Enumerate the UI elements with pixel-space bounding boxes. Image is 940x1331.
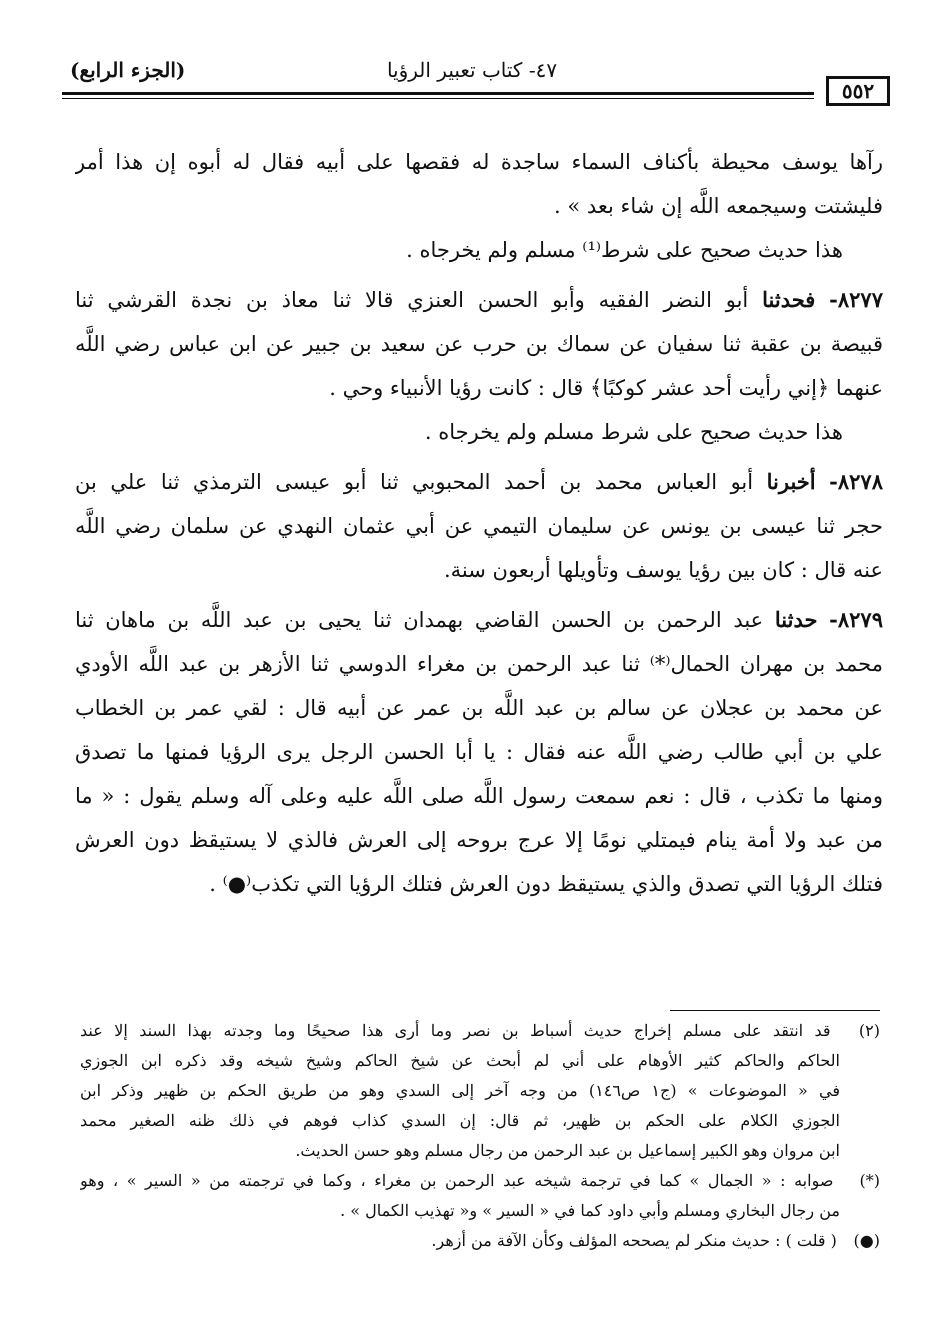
text-line: عنهما ﴿إني رأيت أحد عشر كوكبًا﴾ قال : كانت رؤيا الأنبياء وحي .	[329, 376, 883, 400]
footnote-line: من رجال البخاري ومسلم وأبي داود كما في « السير » و« تهذيب الكمال » .	[340, 1201, 840, 1220]
hadith-number: ٨٢٧٩-	[829, 607, 883, 632]
hadith-8277-line: ٨٢٧٧- فحدثنا أبو النضر الفقيه وأبو الحسن العنزي قالا ثنا معاذ بن نجدة القرشي ثنا	[75, 287, 883, 312]
text-line: محمد بن مهران الحمال⁽*⁾ ثنا عبد الرحمن بن مغراء الدوسي ثنا الأزهر بن عبد اللَّه الأودي	[75, 652, 883, 676]
volume-label: (الجزء الرابع)	[70, 58, 186, 82]
hadith-8278-line: ٨٢٧٨- أخبرنا أبو العباس محمد بن أحمد المحبوبي ثنا أبو عيسى الترمذي ثنا علي بن	[75, 469, 883, 494]
text-line: عن محمد بن عجلان عن سالم بن عبد اللَّه بن عمر عن أبيه قال : لقي عمر بن الخطاب	[75, 696, 883, 720]
footnote-dot: (●) ( قلت ) : حديث منكر لم يصححه المؤلف وكأن الآفة من أزهر.	[80, 1226, 880, 1256]
page-number: ٥٥٢	[826, 76, 890, 106]
text-line: حجر ثنا عيسى بن يونس عن سليمان التيمي عن أبي عثمان النهدي عن سلمان رضي اللَّه	[75, 514, 883, 538]
footnotes	[80, 1016, 880, 1256]
footnote-line: الجوزي الكلام على الحكم بن ظهير، ثم قال: إن السدي كذاب فوهم في ذلك ظنه الصغير محمد	[80, 1111, 840, 1130]
text-line: ومنها ما تكذب ، قال : نعم سمعت رسول اللَّه صلى اللَّه عليه وعلى آله وسلم يقول : « ما	[75, 784, 883, 808]
hadith-8279-line: ٨٢٧٩- حدثنا عبد الرحمن بن الحسن القاضي بهمدان ثنا يحيى بن عبد اللَّه بن ماهان ثنا	[75, 607, 883, 632]
header-rule-thick	[62, 92, 814, 95]
text-line: علي بن أبي طالب رضي اللَّه عنه فقال : يا أبا الحسن الرجل يرى الرؤيا فمنها ما تصدق	[75, 740, 883, 764]
authenticity-note: هذا حديث صحيح على شرط⁽¹⁾ مسلم ولم يخرجاه .	[406, 238, 843, 262]
footnote-line: ابن مروان وهو الكبير إسماعيل بن عبد الرحمن من رجال مسلم وهو حسن الحديث.	[295, 1141, 840, 1160]
footnote-separator	[670, 1010, 880, 1011]
hadith-number: ٨٢٧٧-	[829, 287, 883, 312]
book-title: ٤٧- كتاب تعبير الرؤيا	[386, 58, 558, 82]
text-line: من عبد ولا أمة ينام فيمتلي نومًا إلا عرج بروحه إلى العرش فالذي لا يستيقظ دون العرش	[75, 828, 883, 852]
text-line: عنه قال : كان بين رؤيا يوسف وتأويلها أربعون سنة.	[443, 558, 883, 582]
header-rule-thin	[62, 98, 814, 99]
hadith-opener: فحدثنا	[762, 287, 816, 312]
footnote-line: الحاكم والحاكم كثير الأوهام على أني لم أبحث عن شيخ الحاكم وشيخ شيخه وقد ذكره ابن الجوزي	[80, 1051, 840, 1070]
main-text	[75, 140, 883, 906]
footnote-star: (*) صوابه : « الجمال » كما في ترجمة شيخه عبد الرحمن بن مغراء ، وكما في ترجمته من « السير » ، وهو	[80, 1166, 880, 1196]
hadith-opener: حدثنا	[774, 607, 818, 632]
text-line: رآها يوسف محيطة بأكناف السماء ساجدة له فقصها على أبيه فقال له أبوه إن هذا أمر	[75, 150, 883, 174]
footnote-mark: (●)	[853, 1231, 880, 1250]
footnote-mark: (*)	[859, 1171, 880, 1190]
text-line: فتلك الرؤيا التي تصدق والذي يستيقظ دون العرش فتلك الرؤيا التي تكذب⁽●⁾ .	[209, 872, 883, 896]
authenticity-note: هذا حديث صحيح على شرط مسلم ولم يخرجاه .	[424, 420, 843, 444]
hadith-opener: أخبرنا	[766, 469, 816, 494]
footnote-line: في « الموضوعات » (ج١ ص١٤٦) من وجه آخر إلى السدي وهو من طريق الحكم بن ظهير وذكر ابن	[80, 1081, 840, 1100]
text-line: فليشتت وسيجمعه اللَّه إن شاء بعد » .	[554, 194, 883, 218]
footnote-2: (٢) قد انتقد على مسلم إخراج حديث أسباط بن نصر وما أرى هذا صحيحًا وما وجدته بهذا السند إلا عند	[80, 1016, 880, 1046]
text-line: قبيصة بن عقبة ثنا سفيان عن سماك بن حرب عن سعيد بن جبير عن ابن عباس رضي اللَّه	[75, 332, 883, 356]
footnote-mark: (٢)	[858, 1021, 880, 1040]
hadith-number: ٨٢٧٨-	[829, 469, 883, 494]
